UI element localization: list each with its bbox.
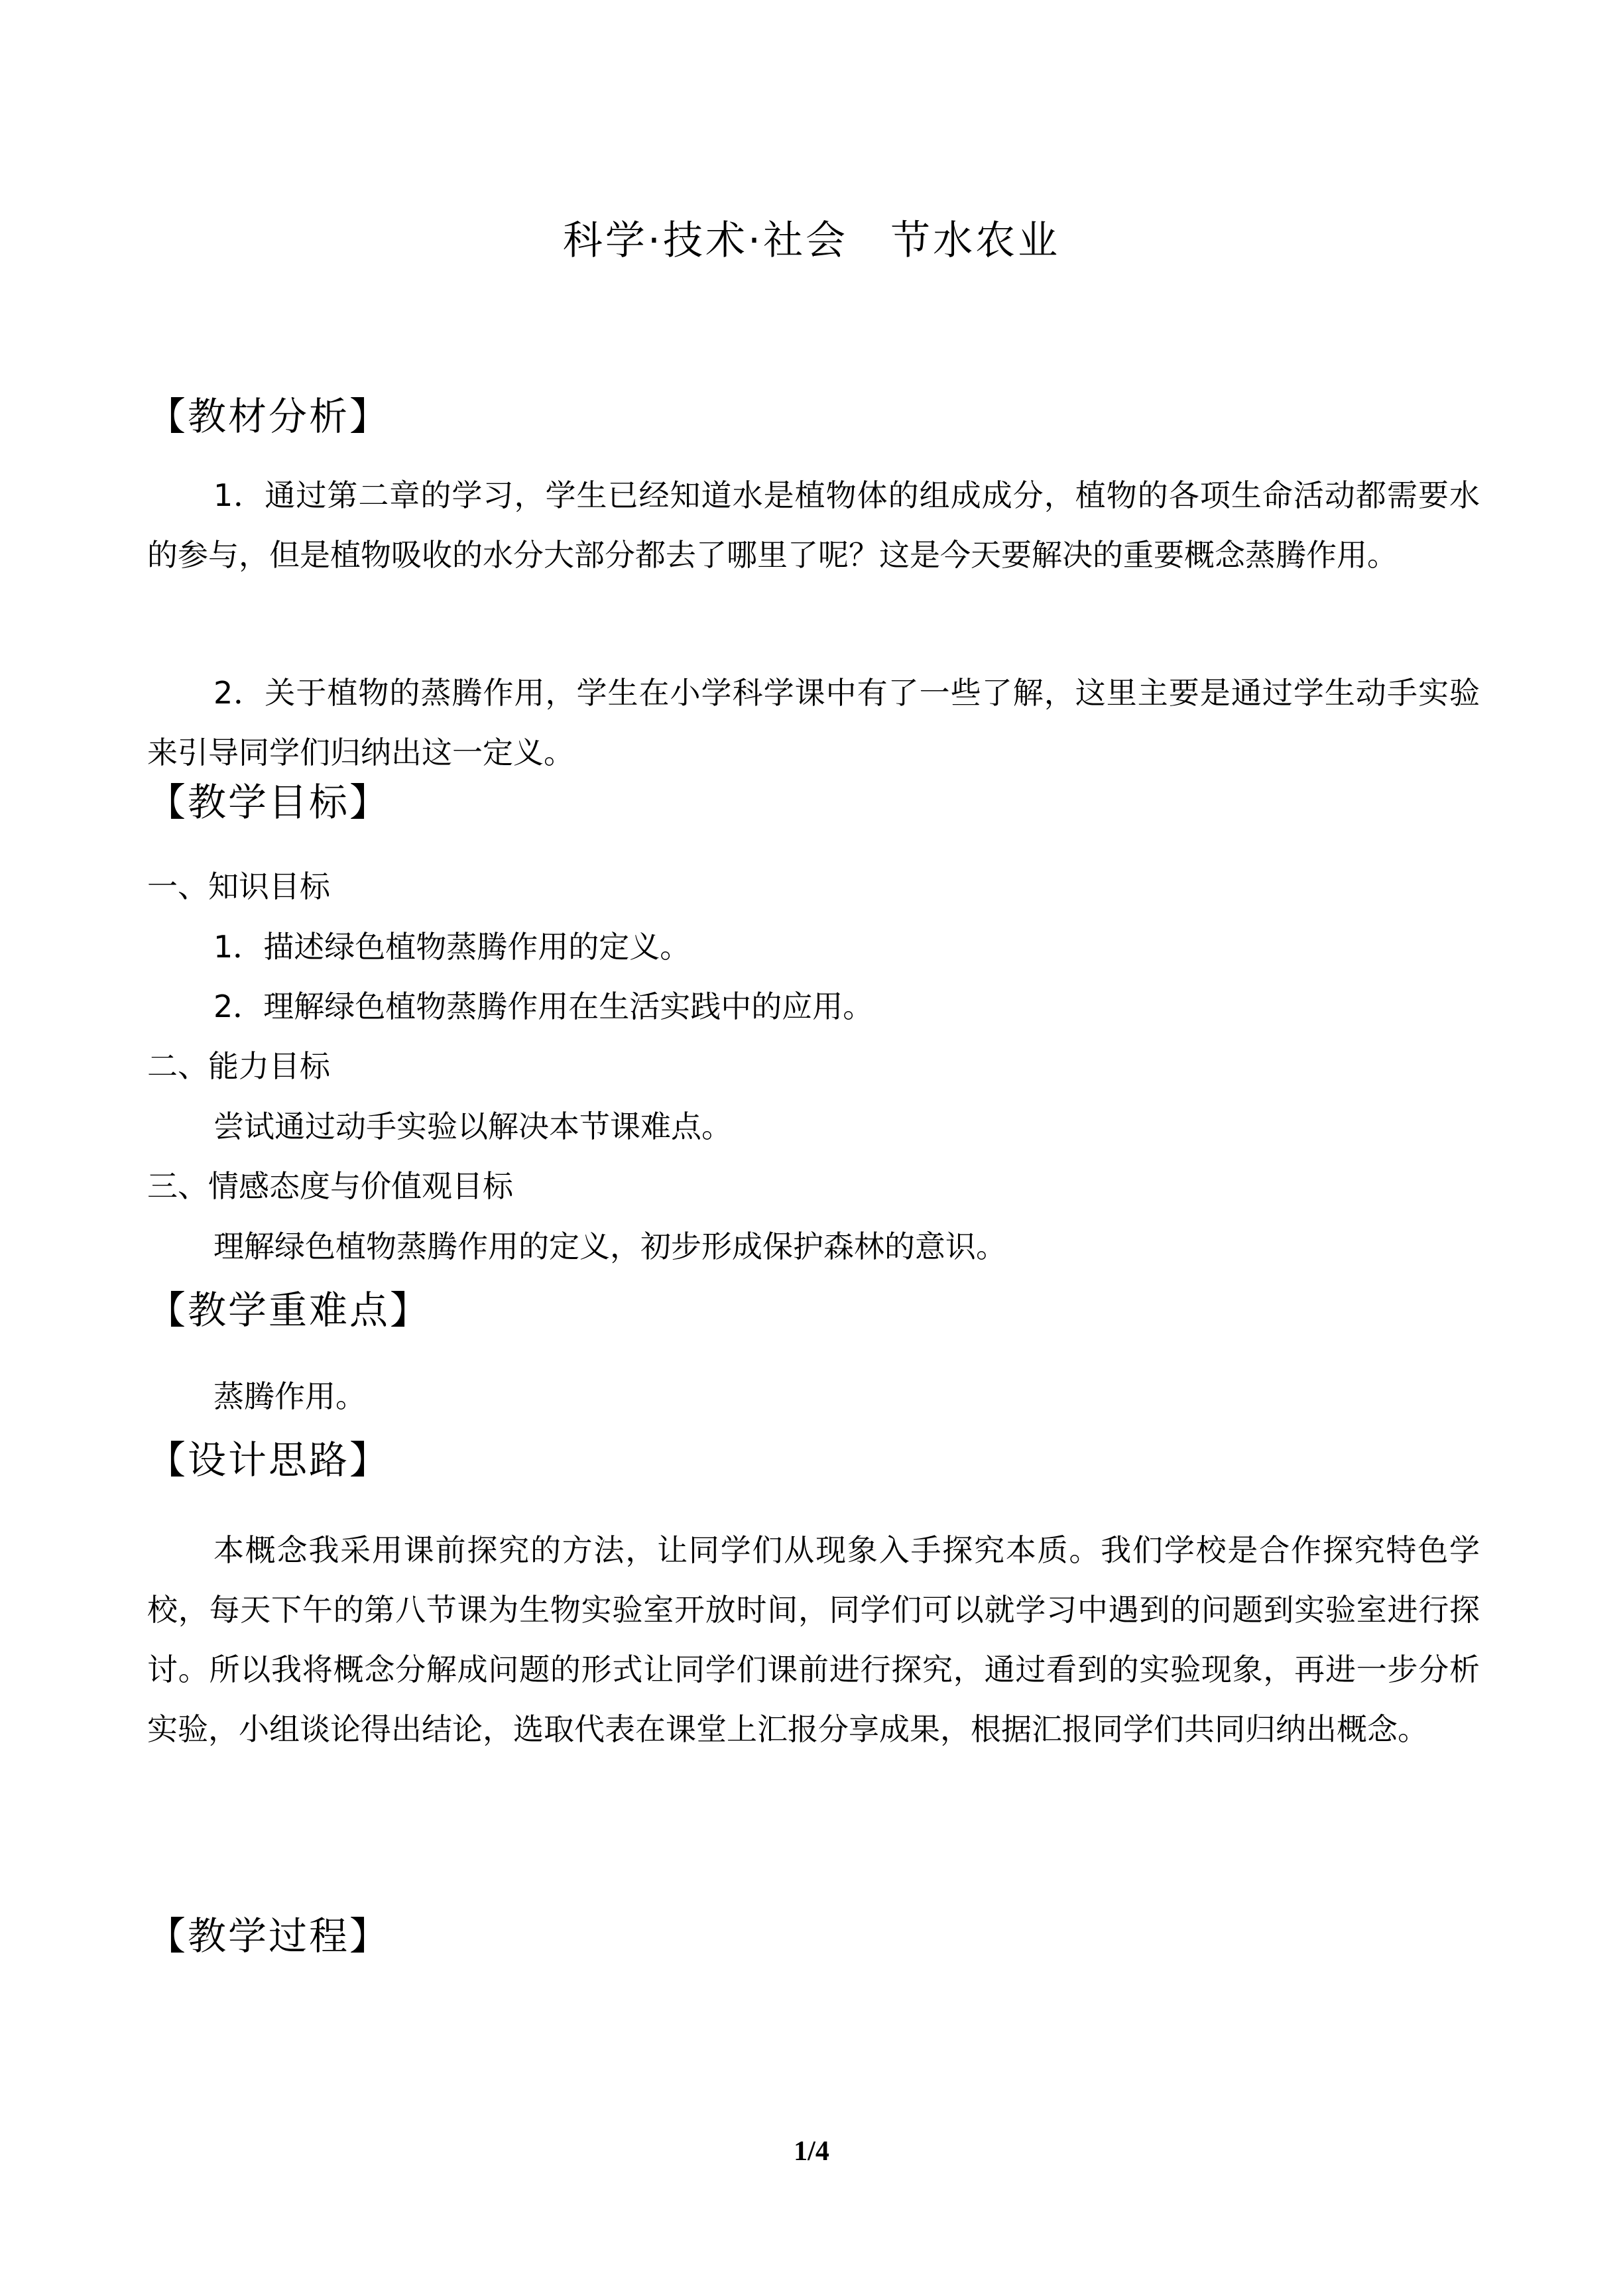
knowledge-goals-title: 一、知识目标 xyxy=(147,869,330,904)
ability-goals-title: 二、能力目标 xyxy=(147,1048,330,1084)
knowledge-goal-2: 2．理解绿色植物蒸腾作用在生活实践中的应用。 xyxy=(213,989,874,1024)
analysis-paragraph-1: 1．通过第二章的学习，学生已经知道水是植物体的组成成分，植物的各项生命活动都需要水的参与，但是植物吸收的水分大部分都去了哪里了呢？这是今天要解决的重要概念蒸腾作用。 xyxy=(147,477,1480,573)
page-number: 1/4 xyxy=(794,2136,829,2167)
emotion-goal-1: 理解绿色植物蒸腾作用的定义，初步形成保护森林的意识。 xyxy=(213,1229,1006,1264)
heading-design-idea: 【设计思路】 xyxy=(147,1437,391,1482)
heading-textbook-analysis: 【教材分析】 xyxy=(147,394,391,439)
heading-key-points: 【教学重难点】 xyxy=(147,1288,431,1333)
knowledge-goal-1: 1．描述绿色植物蒸腾作用的定义。 xyxy=(213,929,691,965)
design-paragraph: 本概念我采用课前探究的方法，让同学们从现象入手探究本质。我们学校是合作探究特色学校，每天下午的第八节课为生物实验室开放时间，同学们可以就学习中遇到的问题到实验室进行探讨。所以我将概念分解成问题的形式让同学们课前进行探究，通过看到的实验现象，再进一步分析实验，小组谈论得出结论，选取代表在课堂上汇报分享成果，根据汇报同学们共同归纳出概念。 xyxy=(147,1532,1480,1747)
heading-teaching-goals: 【教学目标】 xyxy=(147,780,391,825)
heading-teaching-process: 【教学过程】 xyxy=(147,1913,391,1959)
key-points-text: 蒸腾作用。 xyxy=(213,1378,366,1414)
document-title: 科学·技术·社会 节水农业 xyxy=(562,217,1061,264)
ability-goal-1: 尝试通过动手实验以解决本节课难点。 xyxy=(213,1109,732,1144)
analysis-paragraph-2: 2．关于植物的蒸腾作用，学生在小学科学课中有了一些了解，这里主要是通过学生动手实验来引导同学们归纳出这一定义。 xyxy=(147,675,1480,770)
emotion-goals-title: 三、情感态度与价值观目标 xyxy=(147,1168,513,1204)
